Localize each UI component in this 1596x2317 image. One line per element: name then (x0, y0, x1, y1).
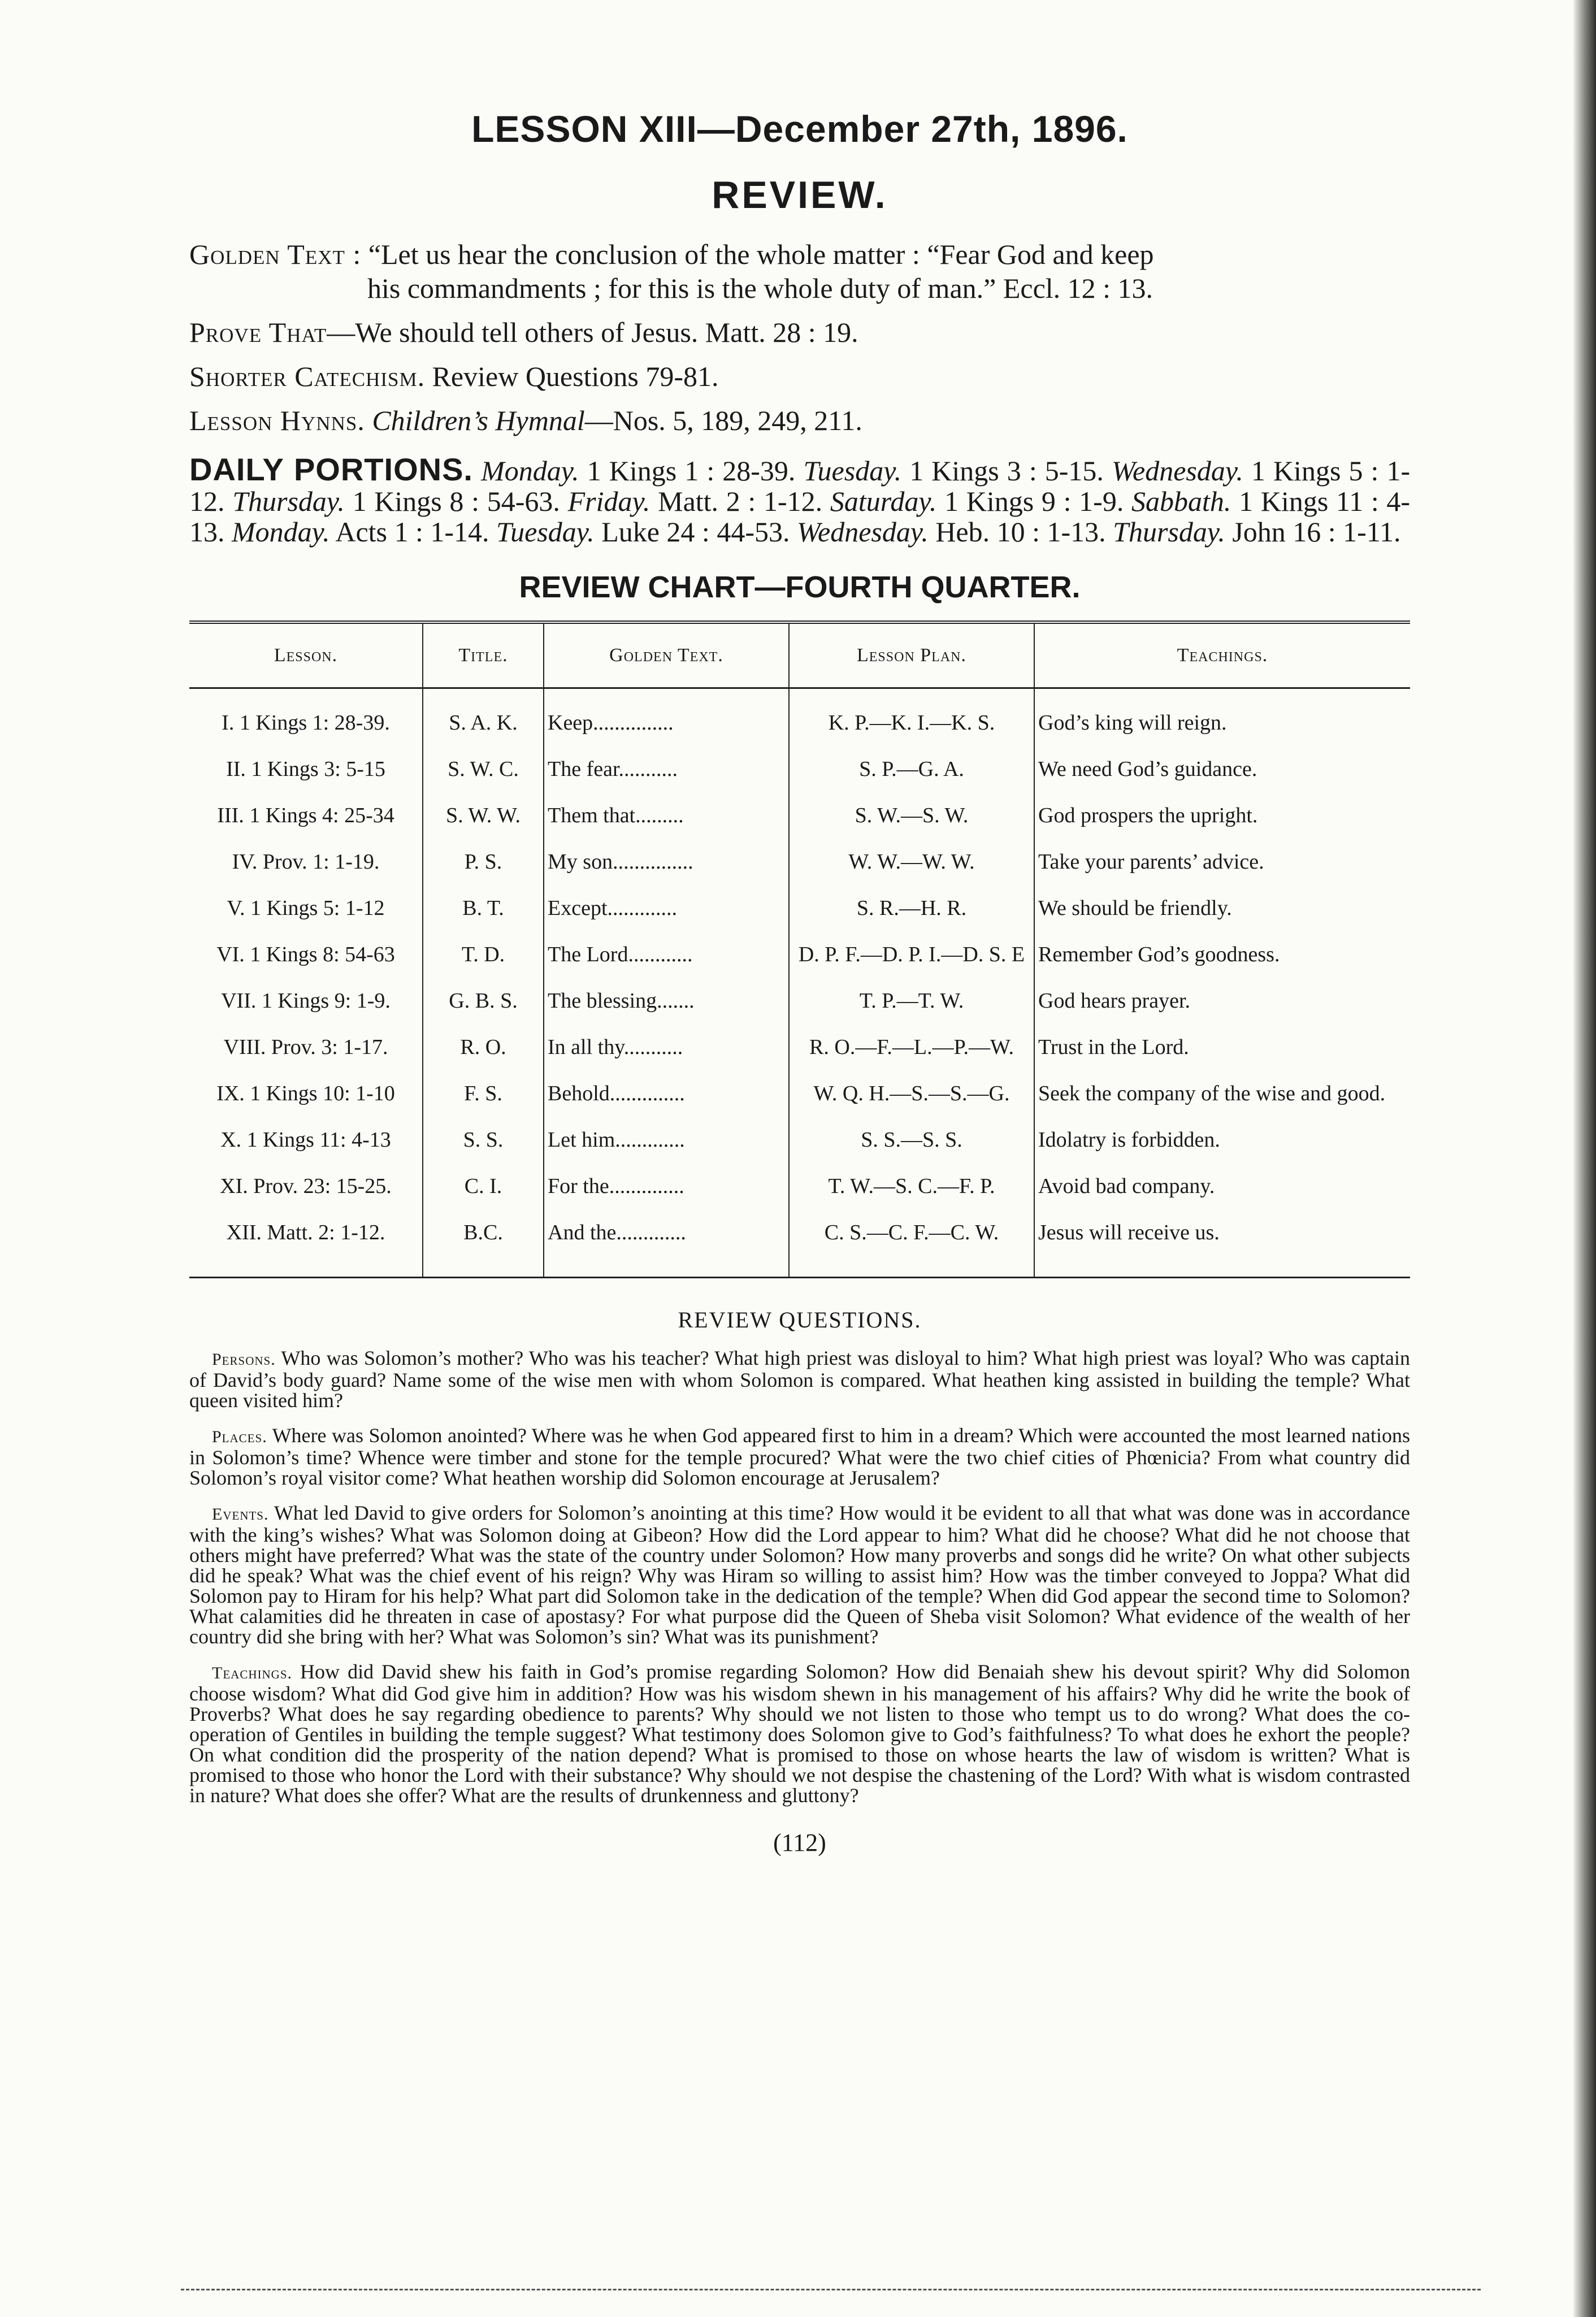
table-row (189, 688, 1410, 752)
cell-lesson: I. 1 Kings 1: 28-39. (222, 711, 390, 735)
lesson-title: LESSON XIII—December 27th, 1896. (471, 108, 1128, 150)
cell-title: T. D. (423, 936, 544, 983)
review-question-label: Teachings. (212, 1664, 292, 1682)
cell-lesson-plan: W. W.—W. W. (789, 844, 1034, 890)
right-edge-shadow (1573, 0, 1596, 2317)
review-question-text: Who was Solomon’s mother? Who was his teacher? What high priest was disloyal to him? What high priest was loyal? Who was captain of David’s body guard? Name some of the wise men with whom Solomon is compared. What heathen king assisted in building the temple? What queen visited him? (189, 1347, 1410, 1412)
header-title: Title. (423, 622, 544, 688)
shorter-catechism (189, 359, 1410, 393)
prove-that-text: —We should tell others of Jesus. Matt. 28 : 19. (327, 316, 858, 348)
shorter-catechism-text: Review Questions 79-81. (432, 361, 719, 392)
cell-lesson: XI. Prov. 23: 15-25. (220, 1174, 392, 1198)
review-chart-table (189, 621, 1410, 1278)
cell-golden-text: Except............. (544, 890, 789, 936)
prove-that-label: Prove That (189, 316, 327, 348)
review-question-label: Places. (212, 1427, 267, 1446)
cell-lesson-plan: S. P.—G. A. (789, 751, 1034, 797)
golden-text-label: Golden Text : (189, 238, 362, 270)
cell-title: F. S. (423, 1075, 544, 1122)
review-questions-heading: REVIEW QUESTIONS. (678, 1307, 922, 1333)
cell-teachings: Take your parents’ advice. (1034, 844, 1410, 890)
cell-title: G. B. S. (423, 983, 544, 1029)
table-row (189, 890, 1410, 936)
header-lesson: Lesson. (189, 622, 423, 688)
cell-title: B. T. (423, 890, 544, 936)
cell-golden-text: For the.............. (544, 1168, 789, 1214)
cell-lesson: IX. 1 Kings 10: 1-10 (216, 1082, 395, 1105)
header-lesson-plan: Lesson Plan. (789, 622, 1034, 688)
review-question-paragraph (189, 1348, 1410, 1411)
cell-title: P. S. (423, 844, 544, 890)
cell-golden-text: Keep............... (544, 688, 789, 752)
cell-lesson: XII. Matt. 2: 1-12. (226, 1221, 385, 1244)
lesson-hymns-label: Lesson Hynns. (189, 405, 365, 436)
cell-title: S. A. K. (423, 688, 544, 752)
table-row (189, 1168, 1410, 1214)
daily-day: Wednesday. (796, 516, 929, 548)
daily-ref: 1 Kings 11 : 4-13. (189, 485, 1411, 548)
review-question-paragraph (189, 1425, 1410, 1488)
review-question-paragraph (189, 1661, 1410, 1806)
cell-lesson: VII. 1 Kings 9: 1-9. (221, 989, 391, 1013)
cell-lesson-plan: T. W.—S. C.—F. P. (789, 1168, 1034, 1214)
golden-text-line2: his commandments ; for this is the whole duty of man.” Eccl. 12 : 13. (367, 272, 1153, 304)
daily-day: Thursday. (1113, 516, 1225, 548)
cell-lesson-plan: C. S.—C. F.—C. W. (789, 1214, 1034, 1278)
cell-title: B.C. (423, 1214, 544, 1278)
daily-ref: 1 Kings 9 : 1-9. (944, 485, 1124, 517)
review-question-text: Where was Solomon anointed? Where was he when God appeared first to him in a dream? Which were accounted the most learned nations in Solomon’s time? Whence were timber and stone for the temple procured? What were the two chief cities of Phœnicia? From what country did Solomon’s royal visitor come? What heathen worship did Solomon encourage at Jerusalem? (189, 1424, 1410, 1489)
cell-lesson: IV. Prov. 1: 1-19. (232, 850, 380, 874)
cell-lesson-plan: K. P.—K. I.—K. S. (789, 688, 1034, 752)
cell-golden-text: The Lord............ (544, 936, 789, 983)
review-questions (189, 1348, 1410, 1806)
lesson-hymns-text: —Nos. 5, 189, 249, 211. (584, 405, 862, 436)
daily-portions (189, 454, 1410, 547)
cell-golden-text: Behold.............. (544, 1075, 789, 1122)
cell-teachings: God hears prayer. (1034, 983, 1410, 1029)
cell-lesson-plan: S. W.—S. W. (789, 797, 1034, 844)
cell-title: S. W. C. (423, 751, 544, 797)
cell-teachings: God prospers the upright. (1034, 797, 1410, 844)
cell-title: C. I. (423, 1168, 544, 1214)
cell-title: S. W. W. (423, 797, 544, 844)
prove-that (189, 315, 1410, 349)
table-row (189, 844, 1410, 890)
review-question-text: What led David to give orders for Solomon’s anointing at this time? How would it be evident to all that what was done was in accordance with the king’s wishes? What was Solomon doing at Gibeon? How did the Lord appear to him? What did he choose? What did he not choose that others might have preferred? What was the state of the country under Solomon? How many proverbs and songs did he write? On what other subjects did he speak? What was the chief event of his reign? Why was Hiram so willing to assist him? How was the timber conveyed to Joppa? What did Solomon pay to Hiram for his help? What part did Solomon take in the dedication of the temple? When did God appear the second time to Solomon? What calamities did he threaten in case of apostasy? For what purpose did the Queen of Sheba visit Solomon? What evidence of the wealth of her country did she bring with her? What was Solomon’s sin? What was its punishment? (189, 1502, 1410, 1648)
daily-ref: Acts 1 : 1-14. (335, 516, 489, 548)
cell-lesson-plan: S. R.—H. R. (789, 890, 1034, 936)
cell-teachings: God’s king will reign. (1034, 688, 1410, 752)
cell-golden-text: My son............... (544, 844, 789, 890)
daily-ref: Heb. 10 : 1-13. (935, 516, 1106, 548)
cell-teachings: We should be friendly. (1034, 890, 1410, 936)
cell-lesson: V. 1 Kings 5: 1-12 (227, 896, 385, 920)
daily-day: Friday. (567, 485, 650, 517)
cell-lesson: VI. 1 Kings 8: 54-63 (216, 943, 395, 966)
daily-day: Tuesday. (803, 455, 902, 487)
table-row (189, 936, 1410, 983)
daily-day: Thursday. (232, 485, 345, 517)
daily-day: Saturday. (830, 485, 937, 517)
cell-golden-text: In all thy........... (544, 1029, 789, 1075)
chart-body (189, 688, 1410, 1278)
daily-portions-label: DAILY PORTIONS. (189, 452, 473, 487)
table-row (189, 797, 1410, 844)
cell-lesson-plan: R. O.—F.—L.—P.—W. (789, 1029, 1034, 1075)
table-row (189, 1122, 1410, 1168)
review-question-label: Persons. (212, 1350, 276, 1369)
daily-day: Sabbath. (1131, 485, 1231, 517)
lesson-hymns (189, 403, 1410, 437)
daily-ref: 1 Kings 3 : 5-15. (909, 455, 1104, 487)
page-number: (112) (773, 1829, 826, 1856)
cell-teachings: Seek the company of the wise and good. (1034, 1075, 1410, 1122)
daily-ref: Luke 24 : 44-53. (601, 516, 790, 548)
cell-lesson: III. 1 Kings 4: 25-34 (217, 804, 394, 827)
golden-text-line1: “Let us hear the conclusion of the whole matter : “Fear God and keep (368, 238, 1154, 270)
review-title: REVIEW. (712, 173, 888, 216)
daily-day: Wednesday. (1111, 455, 1243, 487)
table-row (189, 1214, 1410, 1278)
cell-lesson-plan: T. P.—T. W. (789, 983, 1034, 1029)
daily-day: Tuesday. (496, 516, 595, 548)
cell-title: R. O. (423, 1029, 544, 1075)
daily-ref: John 16 : 1-11. (1232, 516, 1401, 548)
cell-teachings: Trust in the Lord. (1034, 1029, 1410, 1075)
cell-lesson: VIII. Prov. 3: 1-17. (223, 1035, 388, 1059)
cell-lesson: X. 1 Kings 11: 4-13 (220, 1128, 391, 1152)
daily-day: Monday. (481, 455, 579, 487)
daily-ref: 1 Kings 1 : 28-39. (587, 455, 796, 487)
page-content (189, 107, 1410, 1857)
table-row (189, 1075, 1410, 1122)
cell-lesson-plan: W. Q. H.—S.—S.—G. (789, 1075, 1034, 1122)
daily-ref: 1 Kings 8 : 54-63. (352, 485, 560, 517)
chart-header-row (189, 622, 1410, 688)
daily-day: Monday. (232, 516, 330, 548)
shorter-catechism-label: Shorter Catechism. (189, 361, 426, 392)
review-question-label: Events. (212, 1505, 269, 1524)
header-teachings: Teachings. (1034, 622, 1410, 688)
header-golden-text: Golden Text. (544, 622, 789, 688)
daily-ref: Matt. 2 : 1-12. (658, 485, 823, 517)
chart-title: REVIEW CHART—FOURTH QUARTER. (519, 570, 1081, 604)
cell-lesson-plan: S. S.—S. S. (789, 1122, 1034, 1168)
daily-ref: 1 Kings 5 : 1-12. (189, 455, 1411, 517)
cell-teachings: We need God’s guidance. (1034, 751, 1410, 797)
review-question-paragraph (189, 1503, 1410, 1647)
cell-golden-text: The fear........... (544, 751, 789, 797)
bottom-rule (181, 2289, 1481, 2290)
review-question-text: How did David shew his faith in God’s promise regarding Solomon? How did Benaiah shew his devout spirit? Why did Solomon choose wisdom? What did God give him in addition? How was his wisdom shewn in his management of his affairs? Why did he write the book of Proverbs? What does he say regarding obedience to parents? Why should we not listen to those who tempt us to do wrong? What does the co-operation of Gentiles in building the temple suggest? What testimony does Solomon give to God’s faithfulness? To what does he exhort the people? On what condition did the prosperity of the nation depend? What is promised to those on whose hearts the law of wisdom is written? What is promised to those who honor the Lord with their substance? Why should we not despise the chastening of the Lord? With what is wisdom contrasted in nature? What does she offer? What are the results of drunkenness and gluttony? (189, 1660, 1411, 1807)
cell-lesson-plan: D. P. F.—D. P. I.—D. S. E (789, 936, 1034, 983)
lesson-hymns-source: Children’s Hymnal (372, 405, 585, 436)
cell-lesson: II. 1 Kings 3: 5-15 (226, 757, 385, 781)
left-margin-speckle (0, 0, 85, 2317)
cell-golden-text: Them that......... (544, 797, 789, 844)
cell-title: S. S. (423, 1122, 544, 1168)
cell-teachings: Jesus will receive us. (1034, 1214, 1410, 1278)
cell-golden-text: The blessing....... (544, 983, 789, 1029)
table-row (189, 1029, 1410, 1075)
cell-teachings: Avoid bad company. (1034, 1168, 1410, 1214)
cell-golden-text: Let him............. (544, 1122, 789, 1168)
table-row (189, 751, 1410, 797)
cell-teachings: Remember God’s goodness. (1034, 936, 1410, 983)
golden-text (189, 237, 1410, 305)
cell-golden-text: And the............. (544, 1214, 789, 1278)
table-row (189, 983, 1410, 1029)
cell-teachings: Idolatry is forbidden. (1034, 1122, 1410, 1168)
